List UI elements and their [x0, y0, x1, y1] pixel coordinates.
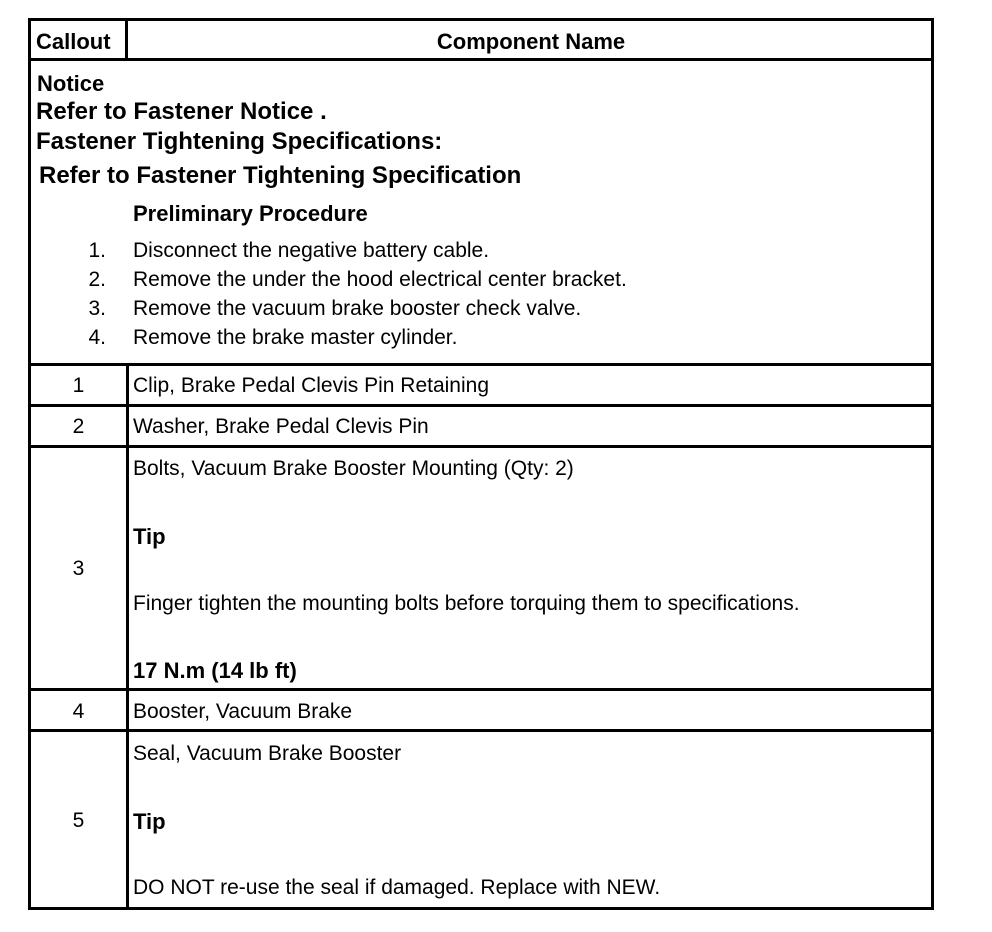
row-callout: 3: [72, 557, 85, 580]
notice-line-1: Refer to Fastener Notice .: [36, 98, 327, 125]
step-text: Remove the under the hood electrical center bracket.: [133, 268, 627, 291]
row-callout: 5: [72, 809, 85, 832]
row-callout: 4: [72, 700, 85, 723]
notice-line-2: Fastener Tightening Specifications:: [36, 128, 443, 155]
notice-title: Notice: [37, 71, 105, 96]
step-text: Remove the brake master cylinder.: [133, 326, 458, 349]
row-rule: [31, 445, 931, 448]
row-component-name: Booster, Vacuum Brake: [133, 700, 353, 723]
step-number: 4.: [88, 326, 106, 349]
preliminary-title: Preliminary Procedure: [133, 201, 368, 226]
row-component-name: Clip, Brake Pedal Clevis Pin Retaining: [133, 374, 490, 397]
tip-label: Tip: [133, 809, 166, 834]
callout-header: Callout: [36, 29, 111, 54]
row-rule: [31, 404, 931, 407]
step-number: 3.: [88, 297, 106, 320]
component-name-header: Component Name: [436, 29, 626, 54]
tip-text: DO NOT re-use the seal if damaged. Replace with NEW.: [133, 876, 661, 899]
row-component-name: Bolts, Vacuum Brake Booster Mounting (Qty: 2): [133, 457, 574, 480]
notice-line-3: Refer to Fastener Tightening Specification: [39, 162, 522, 189]
row-component-name: Seal, Vacuum Brake Booster: [133, 742, 402, 765]
torque-spec: 17 N.m (14 lb ft): [133, 658, 297, 683]
row-rule: [31, 688, 931, 691]
column-divider: [126, 363, 129, 910]
row-callout: 2: [72, 415, 85, 438]
tip-text: Finger tighten the mounting bolts before torquing them to specifications.: [133, 592, 800, 615]
row-rule: [31, 729, 931, 732]
row-callout: 1: [72, 374, 85, 397]
tip-label: Tip: [133, 524, 166, 549]
header-rule: [31, 58, 931, 61]
notice-rule: [31, 363, 931, 366]
step-number: 1.: [88, 239, 106, 262]
row-component-name: Washer, Brake Pedal Clevis Pin: [133, 415, 429, 438]
step-number: 2.: [88, 268, 106, 291]
step-text: Remove the vacuum brake booster check valve.: [133, 297, 582, 320]
step-text: Disconnect the negative battery cable.: [133, 239, 490, 262]
component-table: [28, 18, 934, 910]
